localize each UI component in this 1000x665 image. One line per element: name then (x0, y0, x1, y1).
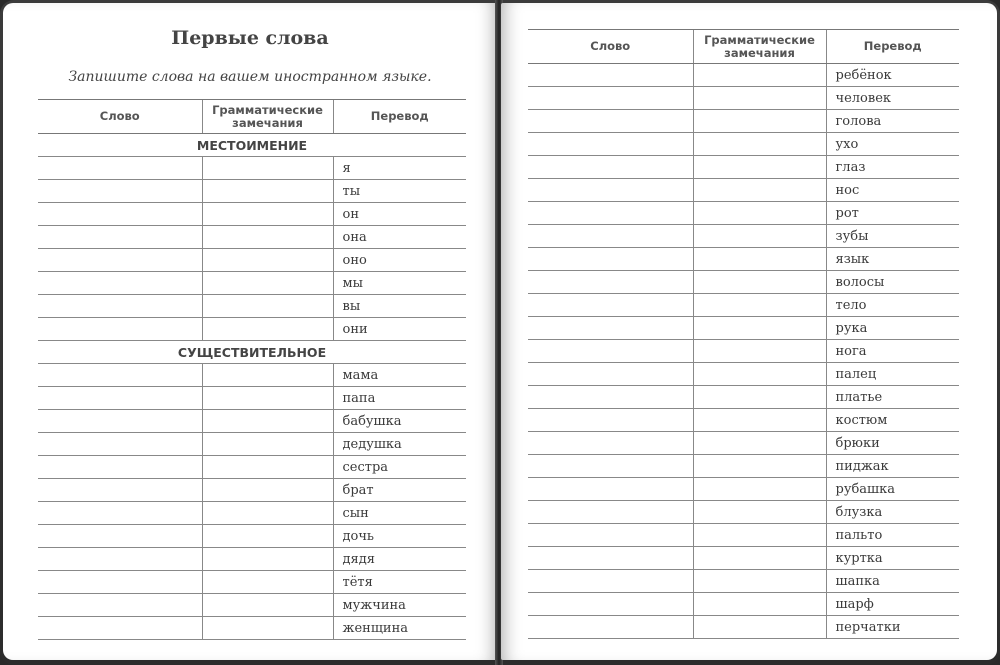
table-row (528, 340, 959, 363)
translation-cell: нога (826, 340, 959, 363)
word-entry-cell[interactable] (528, 133, 693, 156)
table-row (528, 271, 959, 294)
table-row (528, 87, 959, 110)
table-row (38, 387, 466, 410)
table-row (38, 410, 466, 433)
table-row (528, 501, 959, 524)
table-row (38, 433, 466, 456)
grammar-notes-cell[interactable] (693, 87, 826, 110)
table-row (528, 64, 959, 87)
translation-cell: мужчина (333, 594, 466, 617)
translation-cell: палец (826, 363, 959, 386)
grammar-notes-cell[interactable] (202, 249, 333, 272)
grammar-notes-cell[interactable] (202, 226, 333, 249)
grammar-notes-cell[interactable] (202, 295, 333, 318)
word-entry-cell[interactable] (528, 156, 693, 179)
table-row (38, 479, 466, 502)
table-row (38, 295, 466, 318)
table-row (528, 616, 959, 639)
left-page (3, 3, 497, 660)
translation-cell: брат (333, 479, 466, 502)
grammar-notes-cell[interactable] (202, 456, 333, 479)
word-entry-cell[interactable] (528, 110, 693, 133)
table-row (528, 478, 959, 501)
translation-cell: зубы (826, 225, 959, 248)
table-row (38, 180, 466, 203)
translation-cell: ухо (826, 133, 959, 156)
table-row (528, 570, 959, 593)
translation-cell: вы (333, 295, 466, 318)
grammar-notes-cell[interactable] (202, 548, 333, 571)
section-heading: МЕСТОИМЕНИЕ (38, 134, 466, 157)
translation-cell: оно (333, 249, 466, 272)
grammar-notes-cell[interactable] (693, 64, 826, 87)
word-entry-cell[interactable] (528, 593, 693, 616)
translation-cell: куртка (826, 547, 959, 570)
translation-cell: шарф (826, 593, 959, 616)
header-translation: Перевод (826, 30, 959, 64)
grammar-notes-cell[interactable] (693, 179, 826, 202)
table-row (528, 225, 959, 248)
translation-cell: пиджак (826, 455, 959, 478)
word-entry-cell[interactable] (38, 203, 202, 226)
table-header-row (38, 100, 466, 134)
table-row (38, 525, 466, 548)
grammar-notes-cell[interactable] (693, 202, 826, 225)
table-header-row (528, 30, 959, 64)
word-entry-cell[interactable] (38, 295, 202, 318)
word-entry-cell[interactable] (528, 248, 693, 271)
translation-cell: платье (826, 386, 959, 409)
translation-cell: он (333, 203, 466, 226)
word-entry-cell[interactable] (38, 226, 202, 249)
translation-cell: нос (826, 179, 959, 202)
grammar-notes-cell[interactable] (202, 203, 333, 226)
grammar-notes-cell[interactable] (693, 455, 826, 478)
word-entry-cell[interactable] (528, 64, 693, 87)
translation-cell: брюки (826, 432, 959, 455)
translation-cell: она (333, 226, 466, 249)
translation-cell: сын (333, 502, 466, 525)
translation-cell: волосы (826, 271, 959, 294)
word-entry-cell[interactable] (528, 225, 693, 248)
word-entry-cell[interactable] (528, 409, 693, 432)
table-row (528, 179, 959, 202)
word-entry-cell[interactable] (528, 202, 693, 225)
word-entry-cell[interactable] (38, 180, 202, 203)
translation-cell: перчатки (826, 616, 959, 639)
word-entry-cell[interactable] (528, 616, 693, 639)
page-instructions: Запишите слова на вашем иностранном языке. (68, 69, 432, 85)
translation-cell: тело (826, 294, 959, 317)
translation-cell: я (333, 157, 466, 180)
translation-cell: блузка (826, 501, 959, 524)
table-row (38, 318, 466, 341)
translation-cell: сестра (333, 456, 466, 479)
translation-cell: рубашка (826, 478, 959, 501)
table-row (38, 571, 466, 594)
translation-cell: язык (826, 248, 959, 271)
grammar-notes-cell[interactable] (693, 294, 826, 317)
table-row (528, 432, 959, 455)
word-entry-cell[interactable] (38, 479, 202, 502)
translation-cell: дедушка (333, 433, 466, 456)
table-row (528, 156, 959, 179)
table-row (38, 594, 466, 617)
header-translation: Перевод (333, 100, 466, 134)
word-entry-cell[interactable] (528, 340, 693, 363)
left-vocabulary-table (38, 99, 466, 640)
translation-cell: дочь (333, 525, 466, 548)
translation-cell: папа (333, 387, 466, 410)
page-title: Первые слова (171, 27, 329, 49)
word-entry-cell[interactable] (38, 456, 202, 479)
word-entry-cell[interactable] (38, 249, 202, 272)
grammar-notes-cell[interactable] (693, 409, 826, 432)
translation-cell: глаз (826, 156, 959, 179)
section-heading-row (38, 134, 466, 157)
grammar-notes-cell[interactable] (693, 593, 826, 616)
word-entry-cell[interactable] (38, 548, 202, 571)
table-row (528, 317, 959, 340)
translation-cell: ребёнок (826, 64, 959, 87)
translation-cell: рот (826, 202, 959, 225)
grammar-notes-cell[interactable] (693, 363, 826, 386)
translation-cell: мама (333, 364, 466, 387)
translation-cell: голова (826, 110, 959, 133)
word-entry-cell[interactable] (528, 501, 693, 524)
word-entry-cell[interactable] (528, 386, 693, 409)
translation-cell: шапка (826, 570, 959, 593)
word-entry-cell[interactable] (528, 271, 693, 294)
word-entry-cell[interactable] (38, 387, 202, 410)
translation-cell: они (333, 318, 466, 341)
table-row (38, 364, 466, 387)
grammar-notes-cell[interactable] (693, 386, 826, 409)
grammar-notes-cell[interactable] (202, 525, 333, 548)
section-heading-row (38, 341, 466, 364)
table-row (38, 456, 466, 479)
table-row (528, 133, 959, 156)
word-entry-cell[interactable] (528, 179, 693, 202)
right-page (501, 3, 997, 660)
grammar-notes-cell[interactable] (202, 617, 333, 640)
grammar-notes-cell[interactable] (202, 502, 333, 525)
grammar-notes-cell[interactable] (202, 272, 333, 295)
translation-cell: тётя (333, 571, 466, 594)
translation-cell: человек (826, 87, 959, 110)
grammar-notes-cell[interactable] (202, 157, 333, 180)
grammar-notes-cell[interactable] (693, 524, 826, 547)
word-entry-cell[interactable] (38, 410, 202, 433)
grammar-notes-cell[interactable] (693, 340, 826, 363)
translation-cell: рука (826, 317, 959, 340)
header-grammar-notes: Грамматические замечания (693, 30, 826, 64)
table-row (528, 593, 959, 616)
table-row (528, 386, 959, 409)
table-row (528, 294, 959, 317)
grammar-notes-cell[interactable] (202, 387, 333, 410)
table-row (38, 157, 466, 180)
translation-cell: пальто (826, 524, 959, 547)
grammar-notes-cell[interactable] (202, 571, 333, 594)
table-row (528, 202, 959, 225)
header-word: Слово (528, 30, 693, 64)
word-entry-cell[interactable] (528, 317, 693, 340)
grammar-notes-cell[interactable] (202, 594, 333, 617)
grammar-notes-cell[interactable] (202, 410, 333, 433)
word-entry-cell[interactable] (528, 455, 693, 478)
grammar-notes-cell[interactable] (693, 501, 826, 524)
table-row (38, 617, 466, 640)
grammar-notes-cell[interactable] (693, 271, 826, 294)
word-entry-cell[interactable] (38, 571, 202, 594)
word-entry-cell[interactable] (38, 594, 202, 617)
grammar-notes-cell[interactable] (202, 318, 333, 341)
grammar-notes-cell[interactable] (693, 547, 826, 570)
word-entry-cell[interactable] (528, 478, 693, 501)
grammar-notes-cell[interactable] (693, 110, 826, 133)
translation-cell: женщина (333, 617, 466, 640)
grammar-notes-cell[interactable] (202, 180, 333, 203)
grammar-notes-cell[interactable] (693, 616, 826, 639)
word-entry-cell[interactable] (528, 363, 693, 386)
word-entry-cell[interactable] (38, 157, 202, 180)
grammar-notes-cell[interactable] (693, 570, 826, 593)
translation-cell: ты (333, 180, 466, 203)
word-entry-cell[interactable] (528, 432, 693, 455)
word-entry-cell[interactable] (38, 433, 202, 456)
grammar-notes-cell[interactable] (693, 248, 826, 271)
word-entry-cell[interactable] (528, 570, 693, 593)
word-entry-cell[interactable] (38, 525, 202, 548)
word-entry-cell[interactable] (38, 502, 202, 525)
grammar-notes-cell[interactable] (693, 478, 826, 501)
word-entry-cell[interactable] (528, 294, 693, 317)
translation-cell: бабушка (333, 410, 466, 433)
grammar-notes-cell[interactable] (693, 317, 826, 340)
table-row (38, 249, 466, 272)
translation-cell: дядя (333, 548, 466, 571)
word-entry-cell[interactable] (38, 364, 202, 387)
section-heading: СУЩЕСТВИТЕЛЬНОЕ (38, 341, 466, 364)
table-row (528, 524, 959, 547)
grammar-notes-cell[interactable] (693, 225, 826, 248)
table-row (38, 272, 466, 295)
word-entry-cell[interactable] (528, 524, 693, 547)
table-row (38, 203, 466, 226)
word-entry-cell[interactable] (38, 272, 202, 295)
table-row (38, 502, 466, 525)
grammar-notes-cell[interactable] (202, 479, 333, 502)
word-entry-cell[interactable] (38, 318, 202, 341)
grammar-notes-cell[interactable] (202, 433, 333, 456)
table-row (38, 548, 466, 571)
right-vocabulary-table (528, 29, 959, 639)
header-word: Слово (38, 100, 202, 134)
table-row (528, 363, 959, 386)
grammar-notes-cell[interactable] (693, 432, 826, 455)
translation-cell: мы (333, 272, 466, 295)
grammar-notes-cell[interactable] (202, 364, 333, 387)
word-entry-cell[interactable] (38, 617, 202, 640)
table-row (528, 409, 959, 432)
table-row (528, 455, 959, 478)
table-row (528, 248, 959, 271)
table-row (528, 110, 959, 133)
grammar-notes-cell[interactable] (693, 133, 826, 156)
word-entry-cell[interactable] (528, 87, 693, 110)
header-grammar-notes: Грамматические замечания (202, 100, 333, 134)
table-row (528, 547, 959, 570)
table-row (38, 226, 466, 249)
grammar-notes-cell[interactable] (693, 156, 826, 179)
word-entry-cell[interactable] (528, 547, 693, 570)
translation-cell: костюм (826, 409, 959, 432)
